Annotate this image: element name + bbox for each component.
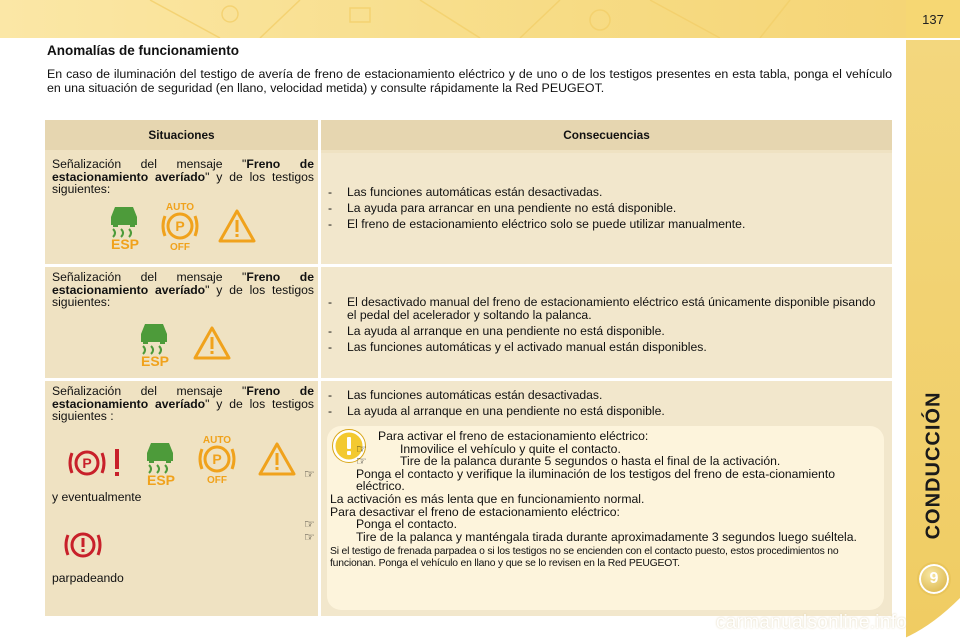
page-number: 137 <box>906 0 960 38</box>
page-title: Anomalías de funcionamiento <box>47 43 240 58</box>
list-item: - Las funciones automáticas están desactivadas. <box>328 389 884 402</box>
table-row <box>45 267 892 378</box>
note-text <box>304 429 883 570</box>
header-situations: Situaciones <box>45 120 318 150</box>
consequence-list <box>328 296 884 357</box>
eventually-label: y eventualmente <box>52 490 142 504</box>
pointing-hand-icon: ☞ <box>356 441 367 456</box>
corner-curve <box>900 598 960 640</box>
section-label-text: CONDUCCIÓN <box>922 391 945 539</box>
esp-label: ESP <box>140 353 170 368</box>
auto-park-off-icon <box>158 200 202 252</box>
pointing-hand-icon: ☞ <box>304 517 315 532</box>
pointing-hand-icon: ☞ <box>304 529 315 544</box>
consequence-list <box>328 389 884 421</box>
svg-text:P: P <box>82 455 92 471</box>
auto-label: AUTO <box>165 202 195 213</box>
note-line: La activación es más lenta que en funcionamiento normal. <box>330 491 645 506</box>
svg-text:P: P <box>212 451 222 467</box>
side-strip <box>906 40 960 640</box>
esp-label: ESP <box>110 236 140 251</box>
watermark: carmanualsonline.info <box>716 612 908 633</box>
note-line: ☞ Inmovilice el vehículo y quite el contacto. <box>356 441 621 456</box>
esp-label: ESP <box>146 472 176 487</box>
warning-triangle-icon <box>192 325 232 361</box>
svg-text:P: P <box>175 218 185 234</box>
situation-text: Señalización del mensaje "Freno de estacionamiento averíado" y de los testigos siguientes: <box>52 157 314 196</box>
list-item: - La ayuda para arrancar en una pendiente no está disponible. <box>328 202 884 215</box>
list-item: - El freno de estacionamiento eléctrico solo se puede utilizar manualmente. <box>328 218 884 231</box>
column-divider <box>318 120 321 616</box>
off-label: OFF <box>207 475 227 485</box>
note-warning: Si el testigo de frenada parpadea o si los testigos no se encienden con el contacto puesto, estos procedimientos no funcionan. Ponga el vehículo en llano y que se lo revisen en la Red PEUGEOT. <box>330 546 839 570</box>
esp-icon <box>135 320 175 368</box>
consequence-list <box>328 186 884 234</box>
esp-icon <box>141 439 181 487</box>
list-item: - Las funciones automáticas y el activado manual están disponibles. <box>328 341 884 354</box>
note-line: ☞ Tire de la palanca durante 5 segundos o hasta el final de la activación. <box>356 454 781 469</box>
note-line: ☞ Tire de la palanca y manténgala tirada durante aproximadamente 3 segundos luego suéltela. <box>304 529 857 544</box>
list-item: - El desactivado manual del freno de estacionamiento eléctrico está únicamente disponible pisando el pedal del acelerador y soltando la palanca. <box>328 296 884 322</box>
pointing-hand-icon: ☞ <box>356 454 367 469</box>
off-label: OFF <box>170 242 190 252</box>
note-line: Para desactivar el freno de estacionamiento eléctrico: <box>330 504 620 519</box>
auto-park-off-icon <box>195 433 239 485</box>
header-band <box>0 0 906 38</box>
situation-text: Señalización del mensaje "Freno de estacionamiento averíado" y de los testigos siguientes : <box>52 384 314 423</box>
table-row <box>45 153 892 264</box>
consequence-cell <box>321 267 892 378</box>
band-pattern <box>0 0 906 38</box>
header-consequences: Consecuencias <box>321 120 892 150</box>
flashing-label: parpadeando <box>52 571 124 585</box>
pointing-hand-icon: ☞ <box>304 466 315 481</box>
situation-cell <box>45 381 318 616</box>
list-item: - La ayuda al arranque en una pendiente no está disponible. <box>328 325 884 338</box>
chapter-badge <box>917 562 951 596</box>
consequence-cell <box>321 153 892 264</box>
list-item: - Las funciones automáticas están desactivadas. <box>328 186 884 199</box>
warning-triangle-icon <box>217 208 257 244</box>
note-line: ☞ Ponga el contacto y verifique la iluminación de los testigos del freno de esta-cionamiento eléctrico. <box>304 466 835 494</box>
section-label <box>912 380 956 550</box>
situation-cell <box>45 267 318 378</box>
intro-paragraph: En caso de iluminación del testigo de avería de freno de estacionamiento eléctrico y de uno o de los testigos presentes en esta tabla, ponga el vehículo en una situación de seguridad (en llano, velocidad metida) y consulte rápidamente la Red PEUGEOT. <box>47 67 892 95</box>
note-line: ☞ Ponga el contacto. <box>304 517 457 532</box>
brake-circle-icon <box>63 527 103 563</box>
warning-triangle-icon <box>257 441 297 477</box>
situation-text: Señalización del mensaje "Freno de estacionamiento averíado" y de los testigos siguientes: <box>52 270 314 309</box>
chapter-number: 9 <box>929 570 939 587</box>
list-item: - La ayuda al arranque en una pendiente no está disponible. <box>328 405 884 418</box>
auto-label: AUTO <box>202 435 232 446</box>
esp-icon <box>105 203 145 251</box>
park-brake-fault-icon <box>65 443 127 483</box>
situation-cell <box>45 153 318 264</box>
note-line: Para activar el freno de estacionamiento eléctrico: <box>378 429 649 443</box>
